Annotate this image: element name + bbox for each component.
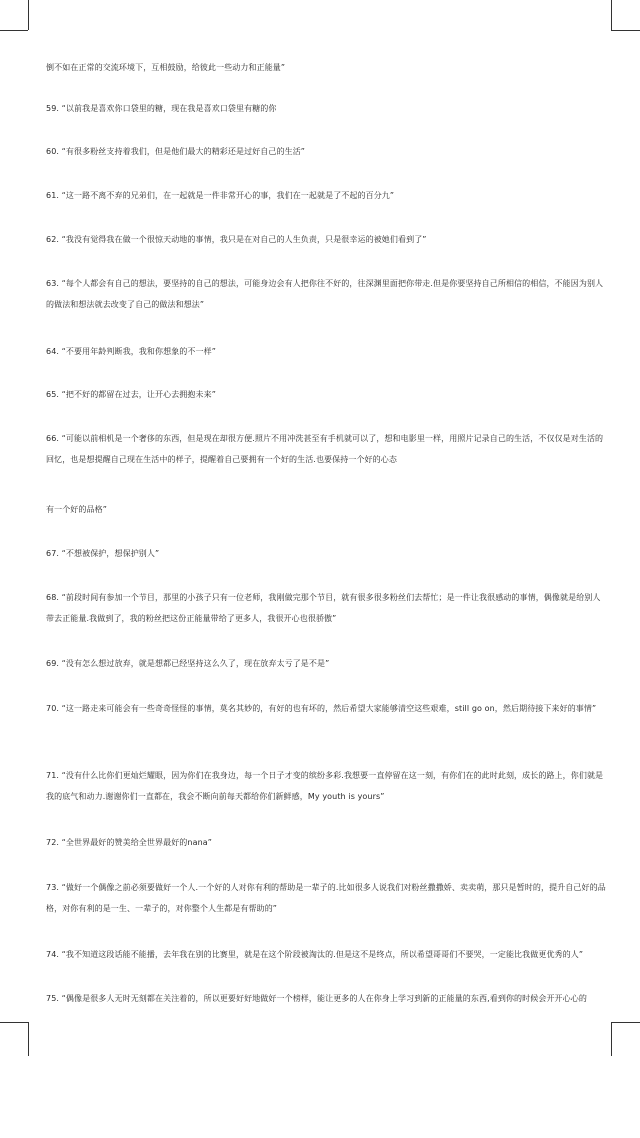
quote-64: 64. “不要用年龄判断我，我和你想象的不一样” xyxy=(46,347,216,356)
quote-63: 63. “每个人都会有自己的想法，要坚持的自己的想法，可能身边会有人把你往不好的，往深渊里面把你带走.但是你要坚持自己所相信的相信，不能因为别人的做法和想法就去改变了自己的做法和想法” xyxy=(46,279,604,309)
quote-74: 74. “我不知道这段话能不能播，去年我在别的比赛里，就是在这个阶段被淘汰的.但是这不是终点，所以希望哥哥们不要哭，一定能比我做更优秀的人” xyxy=(46,950,584,959)
quote-68: 68. “前段时间有参加一个节目，那里的小孩子只有一位老师，我刚做完那个节目，就有很多很多粉丝们去帮忙；是一件让我很感动的事情，偶像就是给别人带去正能量.我做到了，我的粉丝把这份正能量带给了更多人，我很开心也很骄傲” xyxy=(46,593,601,623)
crop-mark-top-right-horizontal xyxy=(611,30,640,31)
quote-59: 59. “以前我是喜欢你口袋里的糖，现在我是喜欢口袋里有糖的你 xyxy=(46,104,277,113)
paragraph-continuation: 倒不如在正常的交流环境下，互相鼓励，给彼此一些动力和正能量” xyxy=(46,63,286,72)
crop-mark-bottom-right-vertical xyxy=(611,1022,612,1056)
quote-71: 71. “没有什么比你们更灿烂耀眼，因为你们在我身边，每一个日子才变的缤纷多彩.我想要一直停留在这一刻，有你们在的此时此刻，成长的路上，你们就是我的底气和动力.谢谢你们一直都在，我会不断向前每天都给你们新鲜感，My youth is yours” xyxy=(46,771,604,801)
crop-mark-bottom-left-horizontal xyxy=(0,1022,28,1023)
crop-mark-top-left-horizontal xyxy=(0,30,28,31)
quote-70: 70. “这一路走来可能会有一些奇奇怪怪的事情，莫名其妙的，有好的也有坏的，然后希望大家能够清空这些艰难，still go on，然后期待接下来好的事情” xyxy=(46,704,597,713)
crop-mark-top-right-vertical xyxy=(611,0,612,30)
quote-66: 66. “可能以前相机是一个奢侈的东西，但是现在却很方便.照片不用冲洗甚至有手机就可以了，想和电影里一样，用照片记录自己的生活，不仅仅是对生活的回忆，也是想提醒自己现在生活中的样子，提醒着自己要拥有一个好的生活.也要保持一个好的心态 xyxy=(46,434,604,464)
quote-61: 61. “这一路不离不弃的兄弟们，在一起就是一件非常开心的事，我们在一起就是了不起的百分九” xyxy=(46,191,395,200)
quote-60: 60. “有很多粉丝支持着我们，但是他们最大的精彩还是过好自己的生活” xyxy=(46,147,306,156)
quote-75: 75. “偶像是很多人无时无刻都在关注着的，所以更要好好地做好一个榜样，能让更多的人在你身上学习到新的正能量的东西,看到你的时候会开开心心的 xyxy=(46,994,587,1003)
quote-72: 72. “全世界最好的赞美给全世界最好的nana” xyxy=(46,838,212,847)
quote-62: 62. “我没有觉得我在做一个很惊天动地的事情，我只是在对自己的人生负责，只是很幸运的被她们看到了” xyxy=(46,235,427,244)
crop-mark-top-left-vertical xyxy=(28,0,29,30)
quote-73: 73. “做好一个偶像之前必须要做好一个人.一个好的人对你有利的帮助是一辈子的.比如很多人说我们对粉丝撒撒娇、卖卖萌，那只是暂时的，提升自己好的品格，对你有利的是一生、一辈子的，对你整个人生都是有帮助的” xyxy=(46,883,606,913)
quote-65: 65. “把不好的都留在过去，让开心去拥抱未来” xyxy=(46,390,216,399)
quote-66-continuation: 有一个好的品格” xyxy=(46,505,107,514)
crop-mark-bottom-right-horizontal xyxy=(611,1022,640,1023)
crop-mark-bottom-left-vertical xyxy=(28,1022,29,1056)
quote-67: 67. “不想被保护，想保护别人” xyxy=(46,549,160,558)
quote-69: 69. “没有怎么想过放弃，就是想都已经坚持这么久了，现在放弃太亏了是不是” xyxy=(46,659,330,668)
